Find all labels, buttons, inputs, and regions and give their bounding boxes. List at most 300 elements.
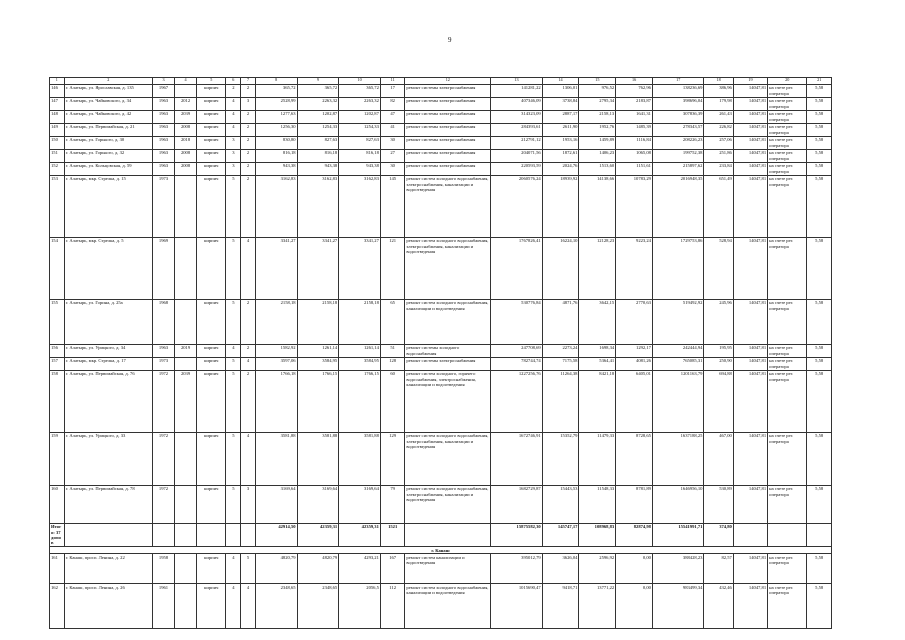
table-cell: 651,49 bbox=[704, 175, 733, 237]
table-cell: 2158,18 bbox=[297, 299, 339, 344]
table-cell: 2019 bbox=[175, 344, 197, 357]
table-cell: 14047,81 bbox=[733, 299, 767, 344]
table-cell: ремонт системы холодного водоснабжения bbox=[405, 344, 491, 357]
table-cell bbox=[175, 175, 197, 237]
table-cell: 18939,92 bbox=[542, 175, 579, 237]
table-cell: 3581,88 bbox=[297, 432, 339, 485]
table-cell: ремонт системы электроснабжения bbox=[405, 97, 491, 110]
table-cell: 82,57 bbox=[704, 554, 733, 584]
table-cell: 2 bbox=[226, 84, 241, 97]
table-cell: 5,58 bbox=[807, 110, 832, 123]
table-cell: 5,58 bbox=[807, 357, 832, 370]
table-cell bbox=[175, 432, 197, 485]
table-cell: кирпич bbox=[197, 123, 226, 136]
table-cell: 14047,81 bbox=[733, 357, 767, 370]
table-cell: 6405,01 bbox=[616, 370, 653, 432]
table-cell: 0,00 bbox=[616, 584, 653, 629]
table-cell: г. Алатырь, ул. Горького, д. 30 bbox=[64, 136, 152, 149]
table-cell: 1277,63 bbox=[255, 110, 297, 123]
table-cell: Итого: 37 домов bbox=[50, 523, 65, 546]
table-cell: 2008 bbox=[175, 162, 197, 175]
table-cell: 5,58 bbox=[807, 84, 832, 97]
table-cell: 14047,81 bbox=[733, 84, 767, 97]
table-row bbox=[50, 97, 832, 110]
table-cell bbox=[197, 523, 226, 546]
table-cell: 15352,79 bbox=[542, 432, 579, 485]
table-cell: 1202,87 bbox=[339, 110, 381, 123]
table-cell: 5 bbox=[226, 432, 241, 485]
table-cell: 2348,65 bbox=[255, 584, 297, 629]
table-cell: 158 bbox=[50, 370, 65, 432]
table-cell: 1952,76 bbox=[579, 123, 616, 136]
table-cell: 153 bbox=[50, 175, 65, 237]
table-cell: 1698,34 bbox=[579, 344, 616, 357]
table-cell: 16224,10 bbox=[542, 237, 579, 299]
table-cell: 233,84 bbox=[704, 162, 733, 175]
table-cell: 5,58 bbox=[807, 485, 832, 523]
table-cell: 782744,74 bbox=[491, 357, 542, 370]
repair-program-table bbox=[49, 77, 832, 629]
table-cell: 8728,65 bbox=[616, 432, 653, 485]
table-cell: 1729753,86 bbox=[652, 237, 703, 299]
table-cell: 121 bbox=[380, 237, 405, 299]
table-cell: 1292,17 bbox=[616, 344, 653, 357]
table-cell: ремонт систем холодного водоснабжения, электроснабжения, канализации и водоотведения bbox=[405, 432, 491, 485]
table-cell: 3584,95 bbox=[339, 357, 381, 370]
table-cell: 5,58 bbox=[807, 237, 832, 299]
table-cell: 1116,84 bbox=[616, 136, 653, 149]
table-cell: 983499,34 bbox=[652, 584, 703, 629]
table-cell: 14047,81 bbox=[733, 162, 767, 175]
table-cell: 157 bbox=[50, 357, 65, 370]
table-cell bbox=[241, 523, 256, 546]
table-cell: 155 bbox=[50, 299, 65, 344]
table-cell: 3597,06 bbox=[255, 357, 297, 370]
table-cell: 1972 bbox=[152, 370, 174, 432]
table-cell: 162 bbox=[50, 584, 65, 629]
table-cell: 146 bbox=[50, 84, 65, 97]
table-cell: 65 bbox=[380, 299, 405, 344]
table-cell: 179,98 bbox=[704, 97, 733, 110]
column-number-row bbox=[50, 78, 832, 85]
table-cell: 247708,69 bbox=[491, 344, 542, 357]
table-cell: кирпич bbox=[197, 149, 226, 162]
table-cell: г. Алатырь, ул. Чайковского, д. 42 bbox=[64, 110, 152, 123]
table-cell: 5 bbox=[226, 237, 241, 299]
column-number-cell: 19 bbox=[733, 78, 767, 85]
table-cell: ремонт системы электроснабжения bbox=[405, 136, 491, 149]
table-cell: 2795,34 bbox=[579, 97, 616, 110]
table-cell: 2056,5 bbox=[339, 584, 381, 629]
table-cell: на счете рег. оператора bbox=[768, 123, 807, 136]
table-cell: 11264,38 bbox=[542, 370, 579, 432]
table-cell: на счете рег. оператора bbox=[768, 584, 807, 629]
table-cell: 2611,90 bbox=[542, 123, 579, 136]
table-cell: 14047,81 bbox=[733, 432, 767, 485]
table-cell: 1767826,41 bbox=[491, 237, 542, 299]
table-cell: 2 bbox=[241, 149, 256, 162]
column-number-cell: 5 bbox=[197, 78, 226, 85]
table-cell: 27 bbox=[380, 149, 405, 162]
table-cell: 1641,31 bbox=[616, 110, 653, 123]
table-cell: 943,38 bbox=[255, 162, 297, 175]
table-cell: 5,58 bbox=[807, 136, 832, 149]
table-cell: 1254,33 bbox=[339, 123, 381, 136]
table-cell: ремонт систем канализации и водоотведения bbox=[405, 554, 491, 584]
table-cell: 108968,83 bbox=[579, 523, 616, 546]
table-cell: 15875582,30 bbox=[491, 523, 542, 546]
table-cell: 220593,59 bbox=[491, 162, 542, 175]
city-section-row bbox=[50, 547, 832, 554]
table-cell: 1406,23 bbox=[579, 149, 616, 162]
column-number-cell: 13 bbox=[491, 78, 542, 85]
table-cell: 2528,99 bbox=[255, 97, 297, 110]
table-cell: ремонт системы электроснабжения bbox=[405, 110, 491, 123]
table-cell: 1646956,10 bbox=[652, 485, 703, 523]
table-cell: ремонт систем холодного водоснабжения, электроснабжения, канализации и водоотведения bbox=[405, 485, 491, 523]
table-cell: кирпич bbox=[197, 136, 226, 149]
table-cell: 528,94 bbox=[704, 237, 733, 299]
table-cell: 11548,33 bbox=[579, 485, 616, 523]
table-cell: 1967 bbox=[152, 84, 174, 97]
table-cell bbox=[64, 523, 152, 546]
table-cell: 129 bbox=[380, 432, 405, 485]
table-row bbox=[50, 175, 832, 237]
table-cell: 530,89 bbox=[704, 485, 733, 523]
table-cell: на счете рег. оператора bbox=[768, 162, 807, 175]
table-cell: на счете рег. оператора bbox=[768, 110, 807, 123]
table-cell: кирпич bbox=[197, 110, 226, 123]
table-cell: 245,96 bbox=[704, 299, 733, 344]
table-cell: 14047,81 bbox=[733, 97, 767, 110]
table-cell: 9418,71 bbox=[542, 584, 579, 629]
table-cell: 1015690,47 bbox=[491, 584, 542, 629]
table-cell: 3341,27 bbox=[255, 237, 297, 299]
table-cell: 830,80 bbox=[255, 136, 297, 149]
table-cell: 2 bbox=[241, 344, 256, 357]
table-cell: 976,52 bbox=[579, 84, 616, 97]
total-row bbox=[50, 523, 832, 546]
table-cell: 5,58 bbox=[807, 344, 832, 357]
table-cell: 365,72 bbox=[255, 84, 297, 97]
table-cell: 3626,04 bbox=[542, 554, 579, 584]
page-number: 9 bbox=[448, 36, 452, 44]
table-cell: 2158,13 bbox=[579, 110, 616, 123]
table-row bbox=[50, 432, 832, 485]
table-cell: г. Алатырь, ул. Урицкого, д. 34 bbox=[64, 344, 152, 357]
table-cell: 827,63 bbox=[297, 136, 339, 149]
table-cell: на счете рег. оператора bbox=[768, 357, 807, 370]
table-cell: 145747,17 bbox=[542, 523, 579, 546]
table-cell: 5 bbox=[226, 485, 241, 523]
table-cell: 151 bbox=[50, 149, 65, 162]
column-number-cell: 10 bbox=[339, 78, 381, 85]
table-cell: 160 bbox=[50, 485, 65, 523]
table-cell: ремонт системы электроснабжения bbox=[405, 123, 491, 136]
table-cell: кирпич bbox=[197, 370, 226, 432]
column-number-cell: 16 bbox=[616, 78, 653, 85]
table-cell bbox=[175, 237, 197, 299]
table-cell: 8421,18 bbox=[579, 370, 616, 432]
table-cell: 1766,15 bbox=[297, 370, 339, 432]
table-cell: 4 bbox=[226, 97, 241, 110]
table-cell: 13771,22 bbox=[579, 584, 616, 629]
table-cell: 307836,39 bbox=[652, 110, 703, 123]
table-cell: 167 bbox=[380, 554, 405, 584]
table-cell: 2770,63 bbox=[616, 299, 653, 344]
table-cell: 3584,95 bbox=[297, 357, 339, 370]
table-cell: г. Алатырь, ул. Первомайская, д. 21 bbox=[64, 123, 152, 136]
table-cell: ремонт систем холодного водоснабжения, электроснабжения, канализации и водоотведения bbox=[405, 175, 491, 237]
table-cell: 4 bbox=[241, 357, 256, 370]
table-row bbox=[50, 554, 832, 584]
table-cell: на счете рег. оператора bbox=[768, 175, 807, 237]
table-cell: 2008 bbox=[175, 123, 197, 136]
column-number-cell: 8 bbox=[255, 78, 297, 85]
table-cell: 284393,61 bbox=[491, 123, 542, 136]
table-cell: 3581,88 bbox=[339, 432, 381, 485]
table-cell: 0,00 bbox=[616, 554, 653, 584]
table-cell: 14047,81 bbox=[733, 584, 767, 629]
table-cell: кирпич bbox=[197, 357, 226, 370]
table-cell: 4 bbox=[226, 344, 241, 357]
table-cell: 4820,79 bbox=[297, 554, 339, 584]
table-cell: 765085,31 bbox=[652, 357, 703, 370]
table-cell: 530776,84 bbox=[491, 299, 542, 344]
table-cell bbox=[152, 523, 174, 546]
table-cell: 943,38 bbox=[297, 162, 339, 175]
table-cell: 1201163,79 bbox=[652, 370, 703, 432]
table-cell: 3581,88 bbox=[255, 432, 297, 485]
table-cell: 374,80 bbox=[704, 523, 733, 546]
table-cell: 14047,81 bbox=[733, 485, 767, 523]
table-cell: 519492,92 bbox=[652, 299, 703, 344]
table-cell: 159 bbox=[50, 432, 65, 485]
table-cell: 2039 bbox=[175, 110, 197, 123]
table-cell: 3162,83 bbox=[339, 175, 381, 237]
table-cell: г. Алатырь, ул. Урицкого, д. 33 bbox=[64, 432, 152, 485]
table-row bbox=[50, 149, 832, 162]
table-cell: 154 bbox=[50, 237, 65, 299]
table-cell: кирпич bbox=[197, 84, 226, 97]
table-cell: на счете рег. оператора bbox=[768, 485, 807, 523]
column-number-cell: 1 bbox=[50, 78, 65, 85]
table-cell: 30 bbox=[380, 136, 405, 149]
table-cell: 30 bbox=[380, 162, 405, 175]
table-cell: 82874,98 bbox=[616, 523, 653, 546]
table-cell: 3738,84 bbox=[542, 97, 579, 110]
table-cell: 1953,16 bbox=[542, 136, 579, 149]
table-cell: г. Алатырь, мкр. Стрелка, д. 15 bbox=[64, 175, 152, 237]
table-cell: кирпич bbox=[197, 432, 226, 485]
table-cell: кирпич bbox=[197, 237, 226, 299]
table-cell: 5,58 bbox=[807, 584, 832, 629]
table-cell: 4 bbox=[226, 554, 241, 584]
table-body bbox=[50, 78, 832, 629]
table-cell: 5,58 bbox=[807, 123, 832, 136]
table-cell: г. Алатырь, мкр. Стрелка, д. 17 bbox=[64, 357, 152, 370]
table-cell: 250,90 bbox=[704, 357, 733, 370]
table-cell: 199752,38 bbox=[652, 149, 703, 162]
table-cell: на счете рег. оператора bbox=[768, 554, 807, 584]
table-cell: 2 bbox=[241, 123, 256, 136]
table-cell: 148 bbox=[50, 110, 65, 123]
table-cell: 1963 bbox=[152, 136, 174, 149]
table-cell: кирпич bbox=[197, 162, 226, 175]
table-cell: 1963 bbox=[152, 344, 174, 357]
table-cell: 208226,23 bbox=[652, 136, 703, 149]
table-cell: 1682729,87 bbox=[491, 485, 542, 523]
table-cell: 15541991,71 bbox=[652, 523, 703, 546]
table-cell: 4820,79 bbox=[255, 554, 297, 584]
table-cell: 467,00 bbox=[704, 432, 733, 485]
table-cell: 204071,56 bbox=[491, 149, 542, 162]
table-cell: 156 bbox=[50, 344, 65, 357]
table-cell bbox=[175, 299, 197, 344]
table-cell: 2887,17 bbox=[542, 110, 579, 123]
table-cell: г. Алатырь, ул. Горина, д. 25а bbox=[64, 299, 152, 344]
table-cell: на счете рег. оператора bbox=[768, 344, 807, 357]
table-cell: ремонт системы электроснабжения bbox=[405, 162, 491, 175]
table-cell: 5 bbox=[226, 370, 241, 432]
table-cell: 41 bbox=[380, 123, 405, 136]
table-cell: 4 bbox=[241, 432, 256, 485]
table-cell: 827,63 bbox=[339, 136, 381, 149]
table-cell bbox=[175, 554, 197, 584]
table-cell: 2039 bbox=[175, 370, 197, 432]
table-cell: 365,72 bbox=[339, 84, 381, 97]
table-cell: 2016948,35 bbox=[652, 175, 703, 237]
table-cell: 195,95 bbox=[704, 344, 733, 357]
table-cell: 42914,50 bbox=[255, 523, 297, 546]
table-cell: 1963 bbox=[152, 162, 174, 175]
table-cell: 2273,24 bbox=[542, 344, 579, 357]
table-cell: 1872,61 bbox=[542, 149, 579, 162]
table-cell: 395012,79 bbox=[491, 554, 542, 584]
table-cell: 816,18 bbox=[297, 149, 339, 162]
table-cell: 3341,27 bbox=[297, 237, 339, 299]
table-cell: 161 bbox=[50, 554, 65, 584]
table-cell: 1582,92 bbox=[255, 344, 297, 357]
table-cell bbox=[226, 523, 241, 546]
table-cell: на счете рег. оператора bbox=[768, 237, 807, 299]
table-cell bbox=[175, 584, 197, 629]
table-cell: 7175,58 bbox=[542, 357, 579, 370]
table-cell: 2 bbox=[241, 136, 256, 149]
table-cell: 14047,81 bbox=[733, 149, 767, 162]
column-number-cell: 9 bbox=[297, 78, 339, 85]
table-cell: 4081,26 bbox=[616, 357, 653, 370]
table-cell: 4 bbox=[241, 584, 256, 629]
table-cell: 14047,81 bbox=[733, 554, 767, 584]
table-cell: 314323,09 bbox=[491, 110, 542, 123]
table-cell: 1151,61 bbox=[616, 162, 653, 175]
table-cell: 42359,31 bbox=[297, 523, 339, 546]
table-cell: 4 bbox=[226, 123, 241, 136]
table-cell: г. Алатырь, ул. Ярославская, д. 135 bbox=[64, 84, 152, 97]
table-cell: 1963 bbox=[152, 97, 174, 110]
table-cell: г. Алатырь, ул. Чайковского, д. 34 bbox=[64, 97, 152, 110]
table-cell: 2 bbox=[241, 84, 256, 97]
table-row bbox=[50, 344, 832, 357]
table-cell: 1227256,76 bbox=[491, 370, 542, 432]
table-row bbox=[50, 136, 832, 149]
table-row bbox=[50, 123, 832, 136]
column-number-cell: 3 bbox=[152, 78, 174, 85]
table-cell: 2596,92 bbox=[579, 554, 616, 584]
table-cell: 1969 bbox=[152, 237, 174, 299]
table-cell: 3 bbox=[241, 485, 256, 523]
table-cell: 1459,89 bbox=[579, 136, 616, 149]
column-number-cell: 11 bbox=[380, 78, 405, 85]
table-cell: 17 bbox=[380, 84, 405, 97]
table-cell: 3341,27 bbox=[339, 237, 381, 299]
column-number-cell: 12 bbox=[405, 78, 491, 85]
table-cell: 1972 bbox=[152, 432, 174, 485]
table-cell: 4 bbox=[241, 237, 256, 299]
table-cell: 150 bbox=[50, 136, 65, 149]
table-cell: 5364,41 bbox=[579, 357, 616, 370]
table-cell: ремонт системы электроснабжения bbox=[405, 149, 491, 162]
table-cell: 3169,64 bbox=[339, 485, 381, 523]
table-cell: 2008 bbox=[175, 149, 197, 162]
column-number-cell: 14 bbox=[542, 78, 579, 85]
table-cell: 82 bbox=[380, 97, 405, 110]
table-cell: 14047,81 bbox=[733, 123, 767, 136]
table-cell: 3 bbox=[226, 136, 241, 149]
table-cell: кирпич bbox=[197, 584, 226, 629]
table-cell: 79 bbox=[380, 485, 405, 523]
table-cell: 5,58 bbox=[807, 149, 832, 162]
table-cell: кирпич bbox=[197, 299, 226, 344]
table-cell: 4 bbox=[226, 584, 241, 629]
table-cell: 1202,87 bbox=[297, 110, 339, 123]
table-cell: кирпич bbox=[197, 485, 226, 523]
table-cell: 2 bbox=[241, 162, 256, 175]
table-cell: 3162,83 bbox=[255, 175, 297, 237]
table-cell: г. Алатырь, ул. Кольцовская, д. 59 bbox=[64, 162, 152, 175]
table-cell: 10783,29 bbox=[616, 175, 653, 237]
city-label: г. Канаш bbox=[50, 547, 832, 554]
column-number-cell: 6 bbox=[226, 78, 241, 85]
table-cell: 1958 bbox=[152, 554, 174, 584]
table-cell: г. Канаш, просп. Ленина, д. 22 bbox=[64, 554, 152, 584]
table-cell: кирпич bbox=[197, 554, 226, 584]
table-cell: 2263,32 bbox=[339, 97, 381, 110]
table-cell: 762,96 bbox=[616, 84, 653, 97]
table-cell: 5 bbox=[226, 299, 241, 344]
table-cell: на счете рег. оператора bbox=[768, 97, 807, 110]
table-cell: 1306,01 bbox=[542, 84, 579, 97]
table-cell: 1968 bbox=[152, 299, 174, 344]
table-cell: 112 bbox=[380, 584, 405, 629]
table-cell: 1961 bbox=[152, 584, 174, 629]
table-cell bbox=[807, 523, 832, 546]
table-cell: 1521 bbox=[380, 523, 405, 546]
table-row bbox=[50, 584, 832, 629]
table-cell: кирпич bbox=[197, 344, 226, 357]
table-cell: 1973 bbox=[152, 357, 174, 370]
table-cell: 2263,32 bbox=[297, 97, 339, 110]
table-cell: 14047,81 bbox=[733, 136, 767, 149]
table-cell: 149 bbox=[50, 123, 65, 136]
table-row bbox=[50, 357, 832, 370]
table-cell: 5 bbox=[226, 175, 241, 237]
table-cell: 3 bbox=[241, 97, 256, 110]
table-row bbox=[50, 370, 832, 432]
table-cell: 5 bbox=[241, 554, 256, 584]
table-cell: 816,18 bbox=[339, 149, 381, 162]
